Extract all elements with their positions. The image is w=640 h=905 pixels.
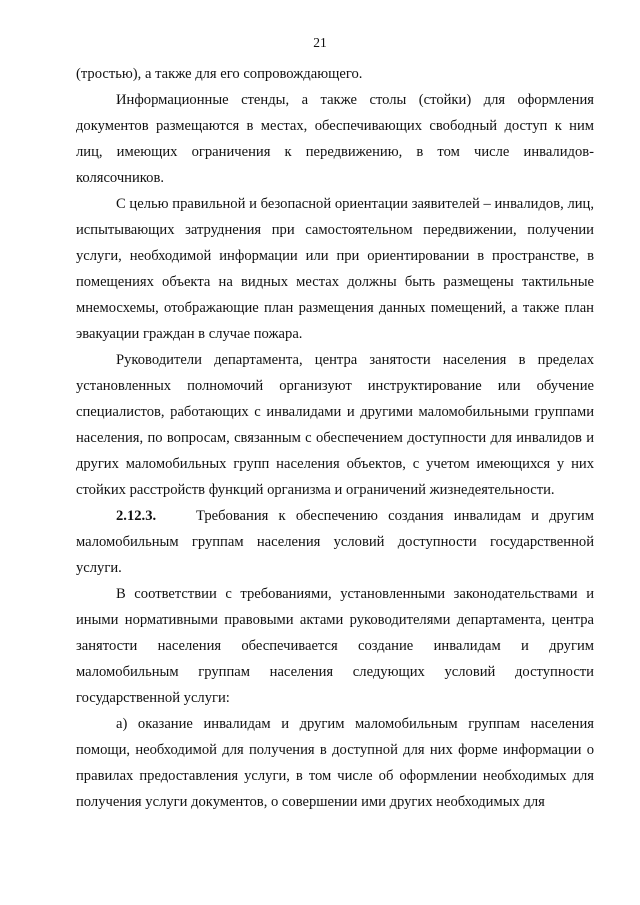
paragraph: (тростью), а также для его сопровождающего. bbox=[76, 66, 363, 82]
paragraph: Руководители департамента, центра занятости населения в пределах установленных полномочий организуют инструктирование или обучение специалистов, работающих с инвалидами и другими маломобильными группами населения, по вопросам, связанным с обеспечением доступности для инвалидов и других маломобильных групп населения объектов, с учетом имеющихся у них стойких расстройств функций организма и ограничений жизнедеятельности. bbox=[76, 352, 594, 498]
section-number: 2.12.3. bbox=[116, 508, 157, 524]
document-body bbox=[76, 61, 594, 815]
paragraph: Информационные стенды, а также столы (стойки) для оформления документов размещаются в местах, обеспечивающих свободный доступ к ним лиц, имеющих ограничения к передвижению, в том числе инвалидов-колясочников. bbox=[76, 92, 594, 186]
section-title: Требования к обеспечению создания инвалидам и другим маломобильным группам населения условий доступности государственной услуги. bbox=[76, 508, 594, 576]
paragraph: В соответствии с требованиями, установленными законодательствами и иными нормативными правовыми актами руководителями департамента, центра занятости населения обеспечивается создание инвалидам и другим маломобильным группам населения следующих условий доступности государственной услуги: bbox=[76, 586, 594, 706]
page-number: 21 bbox=[313, 35, 327, 50]
paragraph: а) оказание инвалидам и другим маломобильным группам населения помощи, необходимой для получения в доступной для них форме информации о правилах предоставления услуги, в том числе об оформлении необходимых для получения услуги документов, о совершении ими других необходимых для bbox=[76, 716, 594, 810]
section-heading bbox=[76, 503, 594, 581]
paragraph: С целью правильной и безопасной ориентации заявителей – инвалидов, лиц, испытывающих затруднения при самостоятельном передвижении, получении услуги, необходимой информации или при ориентировании в пространстве, в помещениях объекта на видных местах должны быть размещены тактильные мнемосхемы, отображающие план размещения данных помещений, а также план эвакуации граждан в случае пожара. bbox=[76, 196, 594, 342]
